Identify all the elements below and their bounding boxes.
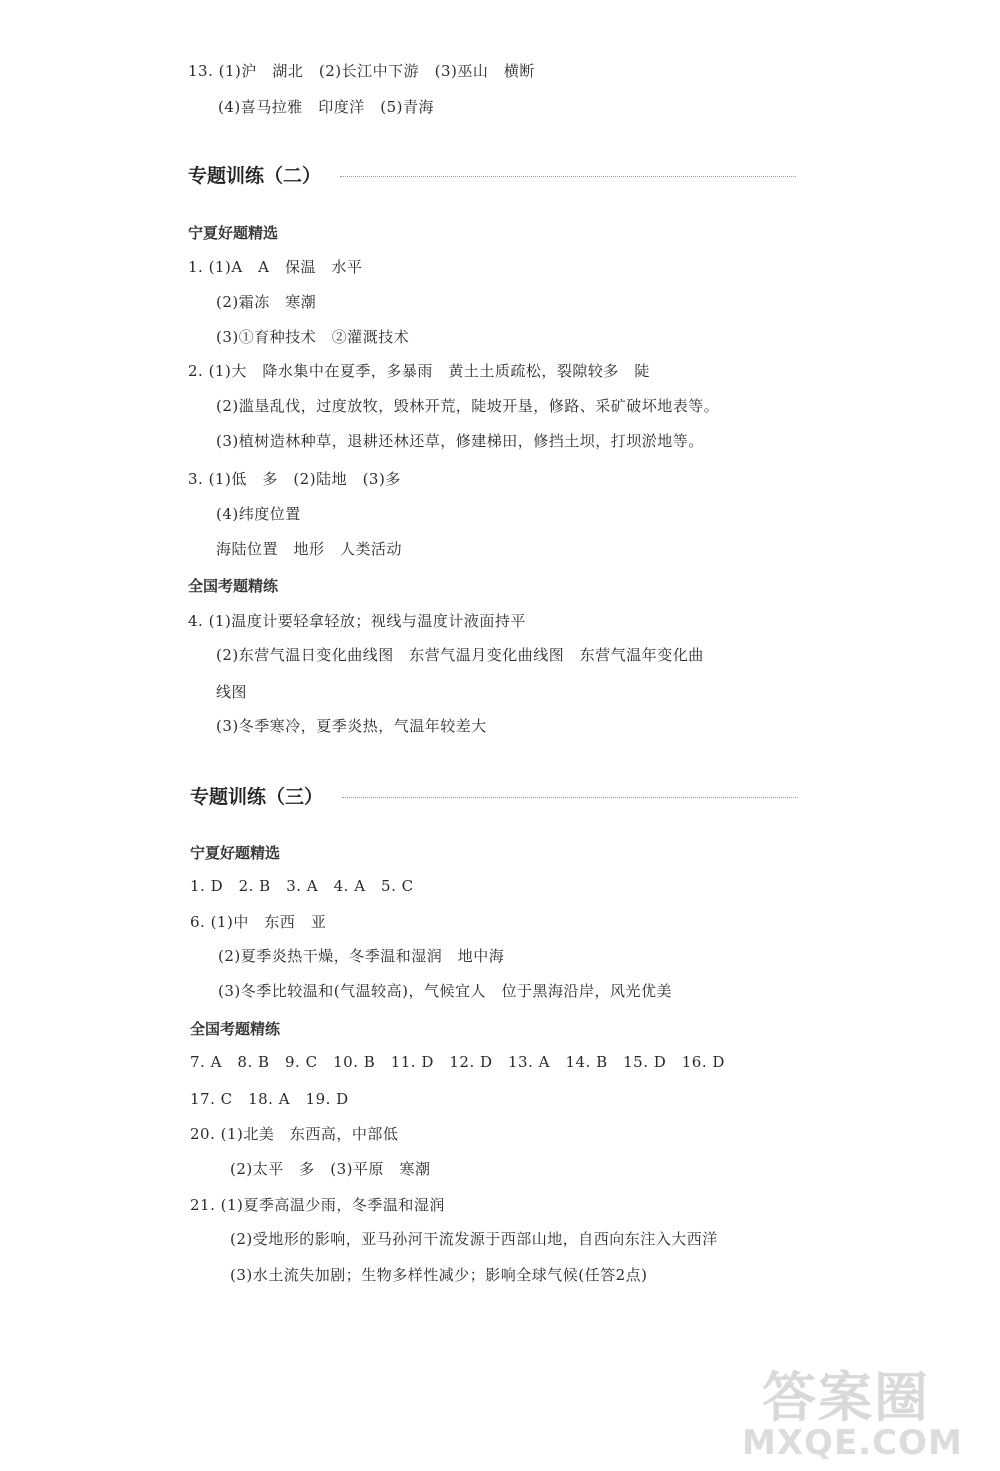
answer-13-line1: 13. (1)沪 湖北 (2)长江中下游 (3)巫山 横断 (188, 62, 535, 80)
answer-4d: (3)冬季寒冷，夏季炎热，气温年较差大 (216, 717, 487, 735)
answer-4b: (2)东营气温日变化曲线图 东营气温月变化曲线图 东营气温年变化曲 (216, 646, 704, 664)
section-title-3: 专题训练（三） (190, 786, 324, 808)
answer-20a: 20. (1)北美 东西高，中部低 (190, 1125, 399, 1143)
answer-4a: 4. (1)温度计要轻拿轻放；视线与温度计液面持平 (188, 612, 526, 630)
answer-3c: 海陆位置 地形 人类活动 (216, 540, 403, 558)
answer-2c: (3)植树造林种草，退耕还林还草，修建梯田，修挡土坝，打坝淤地等。 (216, 432, 704, 450)
subsection-ningxia-3: 宁夏好题精选 (190, 844, 281, 862)
answer-13-line2: (4)喜马拉雅 印度洋 (5)青海 (218, 98, 434, 116)
answer-17-19: 17. C 18. A 19. D (190, 1090, 349, 1108)
answer-21a: 21. (1)夏季高温少雨，冬季温和湿润 (190, 1196, 445, 1214)
answer-6b: (2)夏季炎热干燥，冬季温和湿润 地中海 (218, 947, 505, 965)
answer-20b: (2)太平 多 (3)平原 寒潮 (230, 1160, 431, 1178)
watermark-text-bottom: MXQE.COM (742, 1423, 963, 1463)
answer-2b: (2)滥垦乱伐，过度放牧，毁林开荒，陡坡开垦，修路、采矿破坏地表等。 (216, 397, 720, 415)
subsection-national-3: 全国考题精练 (190, 1020, 281, 1038)
answer-6a: 6. (1)中 东西 亚 (190, 913, 327, 931)
answer-1a: 1. (1)A A 保温 水平 (188, 258, 363, 276)
answer-3b: (4)纬度位置 (216, 505, 301, 523)
watermark-logo (732, 1345, 982, 1465)
section-divider-3 (342, 797, 798, 798)
answer-7-16: 7. A 8. B 9. C 10. B 11. D 12. D 13. A 14. B 15. D 16. D (190, 1053, 725, 1071)
answer-4c: 线图 (216, 683, 248, 701)
watermark-text-top: 答案圈 (762, 1366, 930, 1429)
answer-6c: (3)冬季比较温和(气温较高)，气候宜人 位于黑海沿岸，风光优美 (218, 982, 672, 1000)
subsection-ningxia-2: 宁夏好题精选 (188, 224, 279, 242)
section-divider-2 (340, 176, 796, 177)
answer-1c: (3)①育种技术 ②灌溉技术 (216, 328, 410, 346)
section-title-2: 专题训练（二） (188, 165, 322, 187)
answer-21b: (2)受地形的影响，亚马孙河干流发源于西部山地，自西向东注入大西洋 (230, 1230, 718, 1248)
subsection-national-2: 全国考题精练 (188, 577, 279, 595)
answer-1-5: 1. D 2. B 3. A 4. A 5. C (190, 877, 414, 895)
answer-3a: 3. (1)低 多 (2)陆地 (3)多 (188, 470, 401, 488)
answer-1b: (2)霜冻 寒潮 (216, 293, 317, 311)
answer-21c: (3)水土流失加剧；生物多样性减少；影响全球气候(任答2点) (230, 1266, 648, 1284)
answer-2a: 2. (1)大 降水集中在夏季，多暴雨 黄土土质疏松，裂隙较多 陡 (188, 362, 650, 380)
